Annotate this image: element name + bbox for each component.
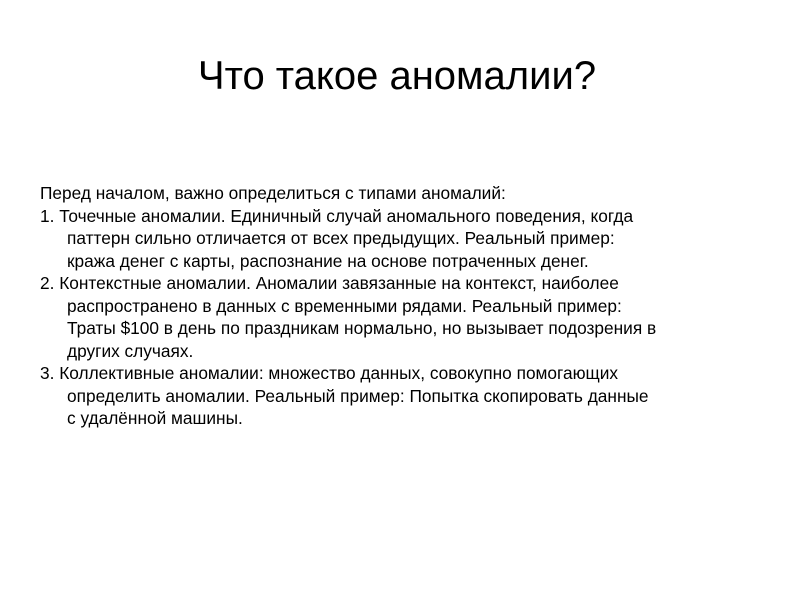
body-line: 3. Коллективные аномалии: множество данных, совокупно помогающих <box>40 363 619 383</box>
slide-body <box>40 182 770 430</box>
body-line: 1. Точечные аномалии. Единичный случай аномального поведения, когда <box>40 205 634 226</box>
body-line: Траты $100 в день по праздникам нормально, но вызывает подозрения в <box>67 318 657 338</box>
body-line: Перед началом, важно определиться с типами аномалий: <box>40 183 506 203</box>
body-line: паттерн сильно отличается от всех предыдущих. Реальный пример: <box>67 228 615 248</box>
body-line: распространено в данных с временными рядами. Реальный пример: <box>67 295 622 316</box>
body-line: других случаях. <box>67 340 194 361</box>
body-line: определить аномалии. Реальный пример: Попытка скопировать данные <box>67 385 649 406</box>
body-line: кража денег с карты, распознание на основе потраченных денег. <box>67 250 589 271</box>
body-line: 2. Контекстные аномалии. Аномалии завязанные на контекст, наиболее <box>40 273 619 293</box>
slide-title: Что такое аномалии? <box>197 54 597 98</box>
body-line: с удалённой машины. <box>67 408 243 428</box>
